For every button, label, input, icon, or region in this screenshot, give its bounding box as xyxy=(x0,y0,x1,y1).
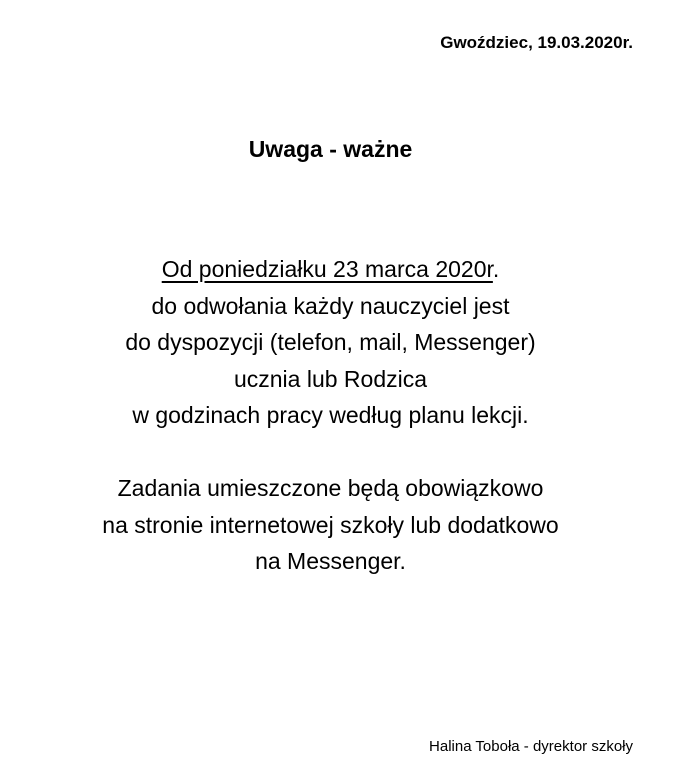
body-line-1 xyxy=(0,251,661,288)
body-line-8: na Messenger. xyxy=(255,548,406,574)
body-line-4: ucznia lub Rodzica xyxy=(233,365,428,392)
start-date-underlined: Od poniedziałku 23 marca 2020r xyxy=(161,256,493,282)
body-line-7: na stronie internetowej szkoły lub dodatkowo xyxy=(102,511,559,538)
body-line-3: do dyspozycji (telefon, mail, Messenger) xyxy=(125,329,536,355)
notice-body xyxy=(0,251,661,580)
body-line-5: w godzinach pracy według planu lekcji. xyxy=(132,402,529,428)
body-line-6: Zadania umieszczone będą obowiązkowo xyxy=(117,475,544,501)
start-date-period: . xyxy=(492,256,500,282)
paragraph-gap xyxy=(0,434,661,471)
signature: Halina Toboła - dyrektor szkoły xyxy=(429,738,633,755)
notice-title: Uwaga - ważne xyxy=(248,136,413,162)
place-date: Gwoździec, 19.03.2020r. xyxy=(440,33,633,52)
body-line-2: do odwołania każdy nauczyciel jest xyxy=(151,292,510,319)
